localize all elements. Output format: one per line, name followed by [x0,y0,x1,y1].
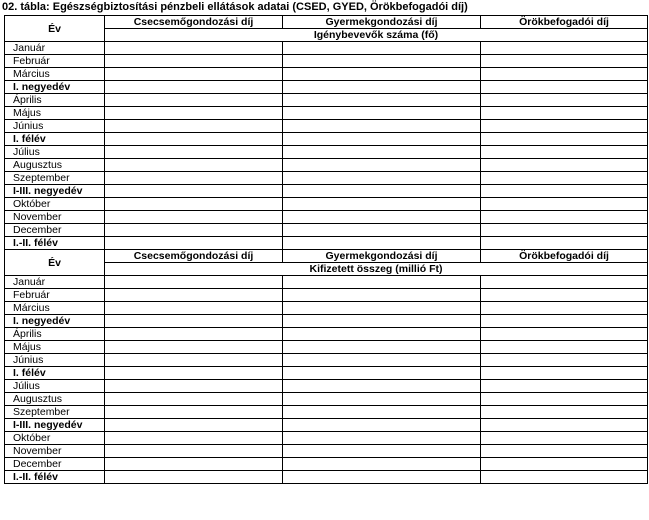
table-row [5,159,648,172]
value-cell [283,94,481,107]
value-cell [481,107,648,120]
year-header: Év [5,16,105,42]
value-cell [481,393,648,406]
value-cell [105,458,283,471]
row-label: Június [5,354,105,367]
row-label: Március [5,302,105,315]
table-row [5,302,648,315]
table-row [5,55,648,68]
value-cell [105,419,283,432]
value-cell [283,146,481,159]
row-label: Január [5,42,105,55]
table-row [5,445,648,458]
value-cell [481,68,648,81]
table-row [5,393,648,406]
table-row [5,432,648,445]
column-header: Gyermekgondozási díj [283,250,481,263]
table-row [5,211,648,224]
value-cell [481,81,648,94]
value-cell [105,107,283,120]
benefits-table [4,15,648,484]
value-cell [283,211,481,224]
value-cell [105,471,283,484]
value-cell [481,432,648,445]
table-row [5,458,648,471]
value-cell [283,315,481,328]
column-header: Örökbefogadói díj [481,250,648,263]
value-cell [481,42,648,55]
row-label: I.-II. félév [5,471,105,484]
value-cell [283,458,481,471]
value-cell [283,224,481,237]
table-body [5,16,648,484]
value-cell [105,120,283,133]
table-row [5,172,648,185]
table-row [5,107,648,120]
value-cell [283,419,481,432]
row-label: Október [5,198,105,211]
table-row [5,42,648,55]
row-label: Január [5,276,105,289]
value-cell [283,432,481,445]
row-label: I-III. negyedév [5,419,105,432]
value-cell [481,159,648,172]
table-row [5,276,648,289]
row-label: Szeptember [5,172,105,185]
row-label: Július [5,380,105,393]
value-cell [481,94,648,107]
value-cell [105,224,283,237]
table-row [5,380,648,393]
value-cell [481,445,648,458]
value-cell [105,276,283,289]
value-cell [283,107,481,120]
value-cell [105,328,283,341]
value-cell [283,367,481,380]
table-row [5,81,648,94]
value-cell [105,146,283,159]
value-cell [481,211,648,224]
row-label: December [5,458,105,471]
value-cell [105,55,283,68]
value-cell [481,302,648,315]
value-cell [481,419,648,432]
value-cell [283,81,481,94]
table-row [5,198,648,211]
value-cell [283,159,481,172]
row-label: Április [5,94,105,107]
value-cell [481,55,648,68]
table-row [5,146,648,159]
value-cell [105,445,283,458]
row-label: Október [5,432,105,445]
column-header: Csecsemőgondozási díj [105,250,283,263]
value-cell [481,328,648,341]
header-row [5,250,648,263]
value-cell [481,276,648,289]
table-row [5,315,648,328]
row-label: Augusztus [5,393,105,406]
row-label: Május [5,341,105,354]
value-cell [481,354,648,367]
row-label: November [5,445,105,458]
value-cell [283,172,481,185]
row-label: December [5,224,105,237]
table-row [5,224,648,237]
value-cell [481,458,648,471]
value-cell [283,393,481,406]
value-cell [283,120,481,133]
column-header: Csecsemőgondozási díj [105,16,283,29]
table-row [5,120,648,133]
value-cell [105,380,283,393]
value-cell [105,237,283,250]
value-cell [105,432,283,445]
row-label: Szeptember [5,406,105,419]
value-cell [283,42,481,55]
value-cell [481,406,648,419]
column-header: Gyermekgondozási díj [283,16,481,29]
row-label: Április [5,328,105,341]
value-cell [481,380,648,393]
table-title: 02. tábla: Egészségbiztosítási pénzbeli ellátások adatai (CSED, GYED, Örökbefogadói díj) [2,1,468,13]
value-cell [105,354,283,367]
value-cell [283,276,481,289]
year-header: Év [5,250,105,276]
value-cell [283,354,481,367]
value-cell [283,68,481,81]
value-cell [481,237,648,250]
value-cell [105,315,283,328]
value-cell [105,94,283,107]
value-cell [283,380,481,393]
row-label: Február [5,289,105,302]
value-cell [283,289,481,302]
value-cell [105,289,283,302]
table-row [5,328,648,341]
value-cell [481,367,648,380]
table-row [5,406,648,419]
value-cell [105,198,283,211]
value-cell [481,133,648,146]
value-cell [481,471,648,484]
table-row [5,367,648,380]
row-label: Február [5,55,105,68]
row-label: I. negyedév [5,315,105,328]
row-label: Június [5,120,105,133]
row-label: I. negyedév [5,81,105,94]
value-cell [481,198,648,211]
value-cell [105,81,283,94]
table-row [5,471,648,484]
table-row [5,237,648,250]
row-label: November [5,211,105,224]
value-cell [283,328,481,341]
row-label: Május [5,107,105,120]
value-cell [105,302,283,315]
value-cell [283,406,481,419]
table-row [5,341,648,354]
table-row [5,133,648,146]
value-cell [481,172,648,185]
section-subheader: Igénybevevők száma (fő) [105,29,648,42]
section-subheader: Kifizetett összeg (millió Ft) [105,263,648,276]
row-label: Március [5,68,105,81]
header-row [5,16,648,29]
value-cell [481,224,648,237]
value-cell [105,185,283,198]
value-cell [105,42,283,55]
value-cell [481,146,648,159]
value-cell [481,315,648,328]
value-cell [105,406,283,419]
value-cell [105,211,283,224]
row-label: I. félév [5,133,105,146]
table-row [5,94,648,107]
table-row [5,419,648,432]
value-cell [283,133,481,146]
value-cell [105,172,283,185]
value-cell [283,198,481,211]
row-label: I-III. negyedév [5,185,105,198]
value-cell [481,341,648,354]
table-row [5,289,648,302]
row-label: Július [5,146,105,159]
value-cell [481,185,648,198]
table-row [5,185,648,198]
value-cell [283,302,481,315]
value-cell [283,55,481,68]
row-label: I.-II. félév [5,237,105,250]
value-cell [283,445,481,458]
table-row [5,68,648,81]
value-cell [105,367,283,380]
value-cell [105,68,283,81]
value-cell [481,120,648,133]
column-header: Örökbefogadói díj [481,16,648,29]
value-cell [105,341,283,354]
value-cell [105,133,283,146]
value-cell [105,159,283,172]
row-label: I. félév [5,367,105,380]
value-cell [105,393,283,406]
table-row [5,354,648,367]
row-label: Augusztus [5,159,105,172]
value-cell [283,185,481,198]
value-cell [283,237,481,250]
value-cell [283,471,481,484]
value-cell [283,341,481,354]
value-cell [481,289,648,302]
